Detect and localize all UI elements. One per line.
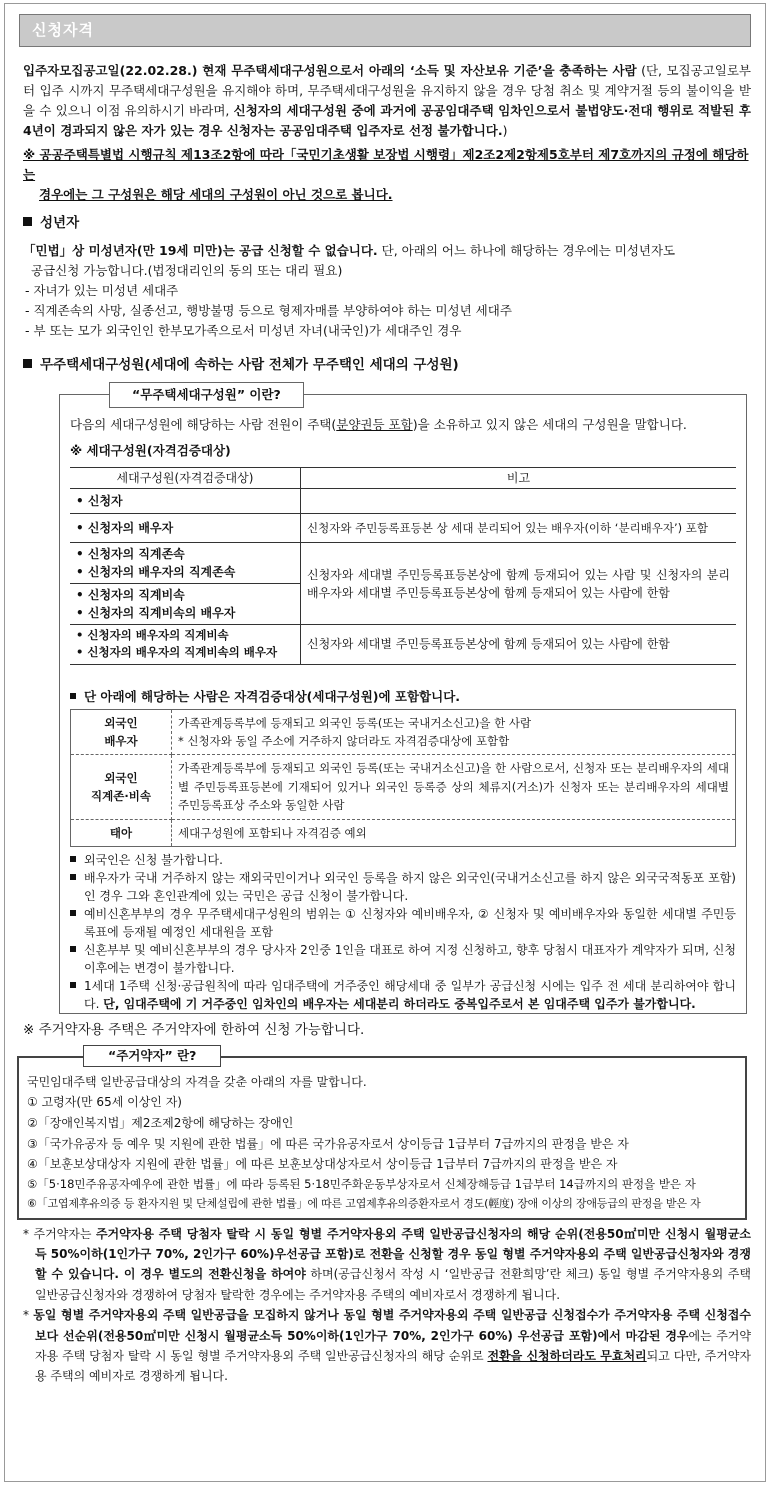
nohouse-box-label: “무주택세대구성원” 이란? — [109, 382, 304, 408]
square-bullet-icon — [70, 910, 76, 916]
foot-text-bold-underline: 전환을 신청하더라도 무효처리 — [487, 1348, 647, 1363]
square-bullet-icon — [70, 946, 76, 952]
note1-line1: ※ 공공주택특별법 시행규칙 제13조2항에 따라「국민기초생활 보장법 시행령」제2조2제2항제5호부터 제7호까지의 규정에 해당하는 — [23, 147, 749, 182]
value-line: * 신청자와 동일 주소에 거주하지 않더라도 자격검증대상에 포함함 — [178, 734, 510, 749]
key-line: 외국인 — [104, 715, 138, 730]
weak-lead: 국민임대주택 일반공급대상의 자격을 갖춘 아래의 자를 말합니다. — [27, 1074, 367, 1089]
square-bullet-icon — [23, 359, 32, 368]
intro-paragraph — [23, 61, 751, 141]
foot-text: 하며(공급신청서 작성 시 ‘일반공급 전환희망’란 체크) 동일 형별 주거약자용외 주택 일반공급신청자와 경쟁하여 당첨자 탈락한 경우에는 주거약자용 주택의 예비자로서 경쟁하게 됩니다. — [35, 1267, 751, 1302]
list-item — [70, 905, 736, 941]
square-bullet-icon — [70, 874, 76, 880]
foot-text-bold: 주거약자용 주택 당첨자 탈락 시 동일 형별 주거약자용외 주택 일반공급신청자의 해당 순위(전용50㎡미만 신청시 월평균소득 50%이하(1인가구 70%, 2인가구 60%)우선공급 포함)로 전환을 신청할 경우 동일 형별 주거약자용외 주택 일반공급신청자와 경쟁할 수 있습니다. 이 경우 별도의 전환신청을 하여야 — [35, 1226, 752, 1282]
adult-item: - 직계존속의 사망, 실종선고, 행방불명 등으로 형제자매를 부양하여야 하는 미성년 세대주 — [25, 302, 512, 318]
note-household-exclusion — [23, 145, 751, 205]
foot-text-bold: 동일 형별 주거약자용외 주택 일반공급을 모집하지 않거나 동일 형별 주거약자용외 주택 일반공급 신청접수가 주거약자용 주택 신청접수보다 선순위(전용50㎡미만 신청시 월평균소득 50%이하(1인가구 70%, 2인가구 60%) 우선공급 포함)에서 마감된 경우 — [33, 1308, 751, 1343]
intro-bold-1: 입주자모집공고일(22.02.28.) 현재 무주택세대구성원으로서 아래의 ‘소득 및 자산보유 기준’을 충족하는 사람 — [23, 63, 637, 78]
table-row — [70, 514, 736, 543]
footnote — [23, 1224, 751, 1306]
weak-box-body — [17, 1056, 747, 1220]
weak-box — [17, 1047, 747, 1220]
key-line: 직계존·비속 — [91, 789, 151, 804]
weak-item: ① 고령자(만 65세 이상인 자) — [27, 1095, 182, 1110]
weak-item: ⑥「고엽제후유의증 등 환자지원 및 단체설립에 관한 법률」에 따른 고엽제후유의증환자로서 경도(輕度) 장애 이상의 장애등급의 판정을 받은 자 — [27, 1196, 701, 1210]
weak-item: ②「장애인복지법」제2조제2항에 해당하는 장애인 — [27, 1116, 294, 1131]
heading-adult-text: 성년자 — [40, 215, 80, 231]
table-row — [70, 489, 736, 514]
weak-item: ⑤「5·18민주유공자예우에 관한 법률」에 따라 등록된 5·18민주화운동부상자로서 신체장해등급 1급부터 14급까지의 판정을 받은 자 — [27, 1176, 696, 1191]
member-line: • 신청자의 배우자의 직계존속 — [76, 565, 236, 580]
footnotes — [23, 1224, 751, 1387]
member-line: • 신청자의 배우자의 직계비속의 배우자 — [76, 645, 278, 660]
table-row — [71, 755, 736, 819]
bullet-text: 신혼부부 및 예비신혼부부의 경우 당사자 2인중 1인을 대표로 하여 지정 신청하고, 향후 당첨시 대표자가 계약자가 되며, 신청 이후에는 변경이 불가합니다. — [84, 943, 736, 976]
member-cell — [70, 625, 301, 665]
note1-line2: 경우에는 그 구성원은 해당 세대의 구성원이 아닌 것으로 봅니다. — [39, 187, 393, 202]
heading-nohouse — [23, 355, 751, 377]
member-cell: • 신청자 — [70, 489, 301, 514]
member-line: • 신청자의 직계비속의 배우자 — [76, 606, 236, 621]
adult-item: - 부 또는 모가 외국인인 한부모가족으로서 미성년 자녀(내국인)가 세대주인 경우 — [25, 322, 462, 338]
square-bullet-icon — [70, 856, 76, 862]
note-cell: 신청자와 세대별 주민등록표등본상에 함께 등재되어 있는 사람 및 신청자의 분리배우자와 세대별 주민등록표등본상에 함께 등재되어 있는 사람에 한함 — [301, 543, 737, 625]
table-row — [71, 819, 736, 846]
member-line: • 신청자의 배우자의 직계비속 — [76, 628, 229, 643]
table-header: 비고 — [301, 468, 737, 489]
def-text-underline: 분양권등 포함 — [336, 417, 413, 433]
foot-text: 에는 주거약자용 주택 당첨자 탈락 시 동일 형별 주거약자용외 주택 일반공급신청자의 해당 순위로 — [35, 1328, 751, 1363]
value-line: 가족관계등록부에 등재되고 외국인 등록(또는 국내거소신고)을 한 사람 — [178, 715, 532, 730]
note-cell — [301, 489, 737, 514]
list-item — [70, 869, 736, 905]
weak-box-label: “주거약자” 란? — [83, 1045, 221, 1067]
list-item — [70, 851, 736, 869]
square-bullet-icon — [23, 217, 32, 226]
heading-nohouse-text: 무주택세대구성원(세대에 속하는 사람 전체가 무주택인 세대의 구성원) — [40, 356, 459, 373]
weak-item: ③「국가유공자 등 예우 및 지원에 관한 법률」에 따른 국가유공자로서 상이등급 1급부터 7급까지의 판정을 받은 자 — [27, 1136, 629, 1151]
member-cell — [70, 584, 301, 625]
def-text-a: 다음의 세대구성원에 해당하는 사람 전원이 주택( — [70, 417, 337, 433]
list-item — [70, 977, 736, 1013]
table-row — [71, 709, 736, 755]
nohouse-bullets — [70, 851, 736, 1013]
include-value: 가족관계등록부에 등재되고 외국인 등록(또는 국내거소신고)을 한 사람으로서, 신청자 또는 분리배우자의 세대별 주민등록표등본에 기재되어 있거나 외국인 등록증 상의 체류지(거소)가 신청자 또는 분리배우자의 세대별 주민등록표상 주소와 동일한 사람 — [172, 755, 736, 819]
include-key — [71, 755, 172, 819]
include-table — [70, 709, 736, 847]
note-cell: 신청자와 세대별 주민등록표등본상에 함께 등재되어 있는 사람에 한함 — [301, 625, 737, 665]
nohouse-box-body — [59, 394, 747, 1014]
member-cell: • 신청자의 배우자 — [70, 514, 301, 543]
table-row — [70, 543, 736, 584]
adult-lead-rest: 단, 아래의 어느 하나에 해당하는 경우에는 미성년자도 — [377, 242, 676, 258]
adult-lead-bold: 「민법」상 미성년자(만 19세 미만)는 공급 신청할 수 없습니다. — [23, 242, 378, 258]
foot-text: * 주거약자는 — [23, 1226, 96, 1241]
members-subheading: ※ 세대구성원(자격검증대상) — [70, 443, 231, 459]
bullet-text-bold: 단, 임대주택에 기 거주중인 임차인의 배우자는 세대분리 하더라도 중복입주로서 본 임대주택 입주가 불가합니다. — [103, 997, 696, 1012]
note-cell: 신청자와 주민등록표등본 상 세대 분리되어 있는 배우자(이하 ‘분리배우자’) 포함 — [301, 514, 737, 543]
table-header: 세대구성원(자격검증대상) — [70, 468, 301, 489]
adult-lead-line2: 공급신청 가능합니다.(법정대리인의 동의 또는 대리 필요) — [31, 262, 343, 278]
section-title: 신청자격 — [19, 14, 751, 47]
def-text-b: )을 소유하고 있지 않은 세대의 구성원을 말합니다. — [412, 417, 687, 433]
member-line: • 신청자의 직계존속 — [76, 547, 185, 562]
page — [4, 3, 766, 1482]
key-line: 외국인 — [104, 770, 138, 785]
note-weak-housing: ※ 주거약자용 주택은 주거약자에 한하여 신청 가능합니다. — [23, 1022, 365, 1039]
intro-text-2: ) — [502, 123, 508, 138]
adult-item: - 자녀가 있는 미성년 세대주 — [25, 282, 179, 298]
adult-lead — [23, 241, 751, 261]
adult-section — [23, 241, 751, 341]
bullet-text: 예비신혼부부의 경우 무주택세대구성원의 범위는 ① 신청자와 예비배우자, ② 신청자 및 예비배우자와 동일한 세대별 주민등록표에 등재될 예정인 세대원을 포함 — [84, 907, 736, 940]
table-row — [70, 625, 736, 665]
intro-bold-2: 신청자의 세대구성원 중에 과거에 공공임대주택 임차인으로서 불법양도·전대 행위로 적발된 후 4년이 경과되지 않은 자가 있는 경우 신청자는 공공임대주택 입주자로 선정 불가합니다. — [23, 103, 751, 138]
square-bullet-icon — [70, 982, 76, 988]
include-key — [71, 709, 172, 755]
list-item — [70, 941, 736, 977]
nohouse-definition — [70, 415, 736, 435]
include-key: 태아 — [71, 819, 172, 846]
members-table — [70, 467, 736, 665]
square-bullet-icon — [70, 693, 76, 699]
bullet-text: 1세대 1주택 신청·공급원칙에 따라 임대주택에 거주중인 해당세대 중 일부가 공급신청 시에는 입주 전 세대 분리하여야 합니다. — [84, 979, 736, 1012]
foot-text: * — [23, 1308, 34, 1323]
nohouse-box — [59, 387, 747, 1014]
footnote — [23, 1305, 751, 1387]
weak-item: ④「보훈보상대상자 지원에 관한 법률」에 따른 보훈보상대상자로서 상이등급 1급부터 7급까지의 판정을 받은 자 — [27, 1157, 618, 1172]
foot-text: 되고 다만, 주거약자용 주택의 예비자로 경쟁하게 됩니다. — [35, 1348, 751, 1384]
intro-text-1: (단, 모집공고일로부터 입주 시까지 무주택세대구성원을 유지해야 하며, 무주택세대구성원을 유지하지 않을 경우 당첨 취소 및 계약거절 등의 불이익을 받을 수 있으니 이점 유의하시기 바라며, — [23, 63, 751, 118]
include-heading — [70, 687, 736, 707]
heading-adult — [23, 213, 751, 235]
include-heading-text: 단 아래에 해당하는 사람은 자격검증대상(세대구성원)에 포함합니다. — [84, 688, 461, 704]
bullet-text: 외국인은 신청 불가합니다. — [84, 853, 223, 868]
bullet-text: 배우자가 국내 거주하지 않는 재외국민이거나 외국인 등록을 하지 않은 외국인(국내거소신고를 하지 않은 외국국적동포 포함)인 경우 그와 혼인관계에 있는 국민은 공급 신청이 불가합니다. — [84, 871, 736, 904]
member-cell — [70, 543, 301, 584]
include-value: 세대구성원에 포함되나 자격검증 예외 — [172, 819, 736, 846]
member-line: • 신청자의 직계비속 — [76, 588, 185, 603]
include-value — [172, 709, 736, 755]
key-line: 배우자 — [104, 734, 138, 749]
